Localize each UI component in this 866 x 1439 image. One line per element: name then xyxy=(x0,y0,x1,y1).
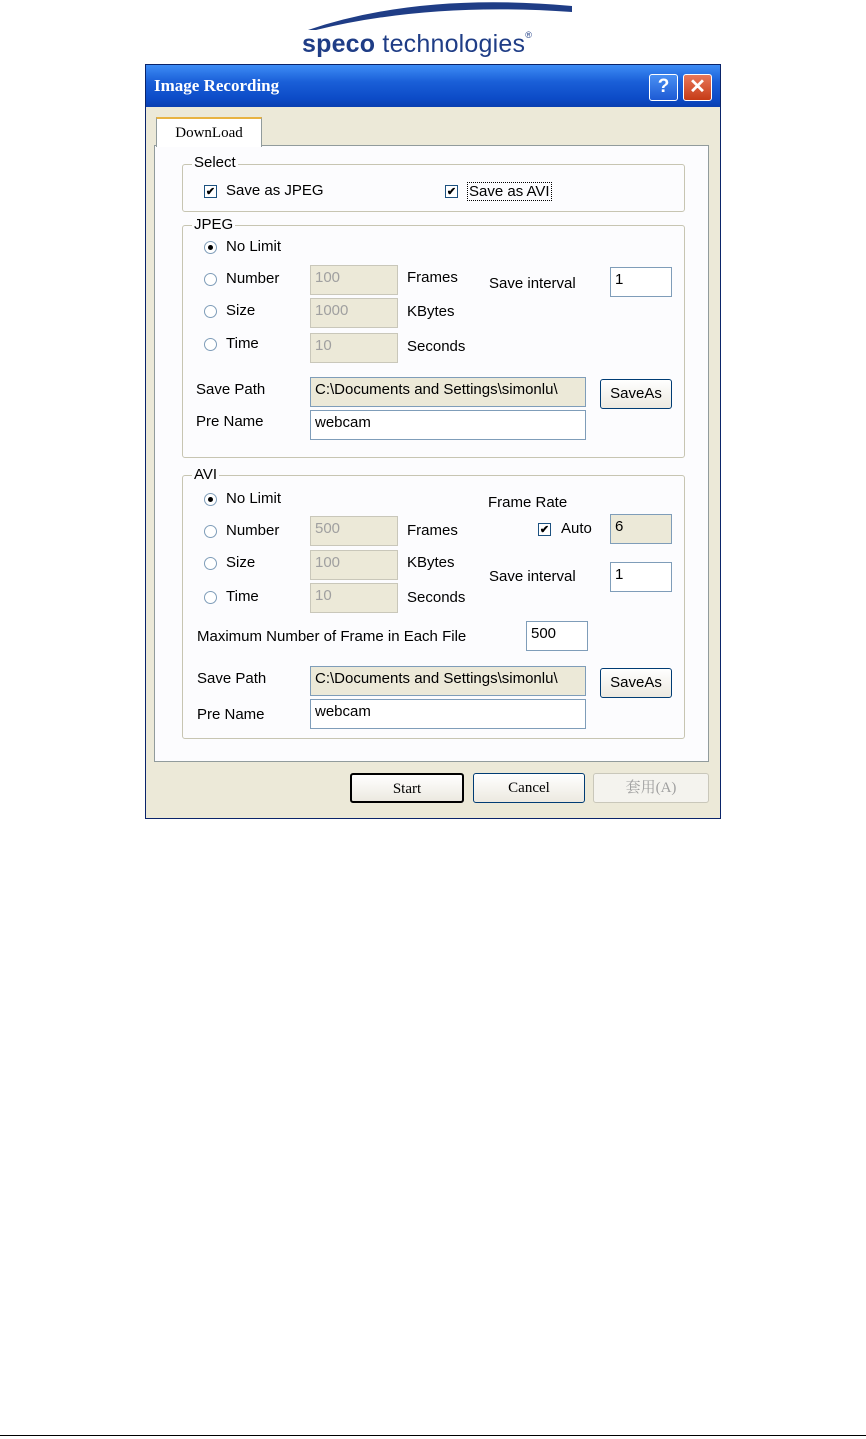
speco-logo xyxy=(300,0,580,62)
jpeg-save-path-field[interactable]: C:\Documents and Settings\simonlu\ xyxy=(310,377,586,407)
avi-group-legend: AVI xyxy=(194,466,218,483)
jpeg-group-legend: JPEG xyxy=(194,216,234,233)
avi-size-label: Size xyxy=(226,554,256,571)
jpeg-no-limit-label: No Limit xyxy=(226,238,282,255)
avi-save-path-field[interactable]: C:\Documents and Settings\simonlu\ xyxy=(310,666,586,696)
avi-number-field[interactable]: 500 xyxy=(310,516,398,546)
jpeg-number-radio[interactable] xyxy=(204,273,217,286)
jpeg-size-radio[interactable] xyxy=(204,305,217,318)
jpeg-seconds-unit: Seconds xyxy=(407,338,466,355)
image-recording-dialog xyxy=(145,64,721,819)
jpeg-save-interval-label: Save interval xyxy=(489,275,576,292)
avi-max-frames-label: Maximum Number of Frame in Each File xyxy=(197,628,467,645)
avi-save-as-button[interactable]: SaveAs xyxy=(600,668,672,698)
avi-size-field[interactable]: 100 xyxy=(310,550,398,580)
avi-frame-rate-label: Frame Rate xyxy=(488,494,568,511)
jpeg-size-field[interactable]: 1000 xyxy=(310,298,398,328)
jpeg-time-field[interactable]: 10 xyxy=(310,333,398,363)
avi-number-label: Number xyxy=(226,522,280,539)
window-title: Image Recording xyxy=(154,76,280,95)
jpeg-time-radio[interactable] xyxy=(204,338,217,351)
jpeg-number-label: Number xyxy=(226,270,280,287)
jpeg-frames-unit: Frames xyxy=(407,269,458,286)
avi-number-radio[interactable] xyxy=(204,525,217,538)
avi-pre-name-field[interactable]: webcam xyxy=(310,699,586,729)
select-group-legend: Select xyxy=(194,154,236,171)
avi-save-path-label: Save Path xyxy=(197,670,267,687)
avi-time-field[interactable]: 10 xyxy=(310,583,398,613)
jpeg-save-as-button[interactable]: SaveAs xyxy=(600,379,672,409)
logo-wordmark: speco technologies® xyxy=(302,30,533,58)
avi-time-radio[interactable] xyxy=(204,591,217,604)
save-as-jpeg-label: Save as JPEG xyxy=(226,182,324,199)
help-button[interactable]: ? xyxy=(649,74,678,101)
jpeg-kbytes-unit: KBytes xyxy=(407,303,455,320)
avi-no-limit-label: No Limit xyxy=(226,490,282,507)
close-button[interactable]: ✕ xyxy=(683,74,712,101)
save-as-avi-label: Save as AVI xyxy=(469,183,550,200)
jpeg-size-label: Size xyxy=(226,302,256,319)
jpeg-save-path-label: Save Path xyxy=(196,381,266,398)
jpeg-pre-name-label: Pre Name xyxy=(196,413,264,430)
avi-kbytes-unit: KBytes xyxy=(407,554,455,571)
avi-save-interval-label: Save interval xyxy=(489,568,576,585)
save-as-jpeg-checkbox[interactable] xyxy=(204,185,217,198)
tab-download[interactable]: DownLoad xyxy=(156,117,262,147)
save-as-avi-checkbox[interactable] xyxy=(445,185,458,198)
title-bar[interactable] xyxy=(146,65,720,107)
avi-no-limit-radio[interactable] xyxy=(204,493,217,506)
jpeg-save-interval-field[interactable]: 1 xyxy=(610,267,672,297)
avi-auto-checkbox[interactable] xyxy=(538,523,551,536)
avi-auto-label: Auto xyxy=(561,520,592,537)
jpeg-number-field[interactable]: 100 xyxy=(310,265,398,295)
jpeg-no-limit-radio[interactable] xyxy=(204,241,217,254)
avi-size-radio[interactable] xyxy=(204,557,217,570)
avi-frames-unit: Frames xyxy=(407,522,458,539)
start-button[interactable]: Start xyxy=(350,773,464,803)
logo-arc-graphic xyxy=(300,0,580,30)
jpeg-pre-name-field[interactable]: webcam xyxy=(310,410,586,440)
apply-button[interactable]: 套用(A) xyxy=(593,773,709,803)
avi-time-label: Time xyxy=(226,588,259,605)
avi-seconds-unit: Seconds xyxy=(407,589,466,606)
page-bottom-rule xyxy=(0,1435,866,1436)
jpeg-time-label: Time xyxy=(226,335,259,352)
avi-save-interval-field[interactable]: 1 xyxy=(610,562,672,592)
avi-frame-rate-field[interactable]: 6 xyxy=(610,514,672,544)
avi-max-frames-field[interactable]: 500 xyxy=(526,621,588,651)
cancel-button[interactable]: Cancel xyxy=(473,773,585,803)
avi-pre-name-label: Pre Name xyxy=(197,706,265,723)
